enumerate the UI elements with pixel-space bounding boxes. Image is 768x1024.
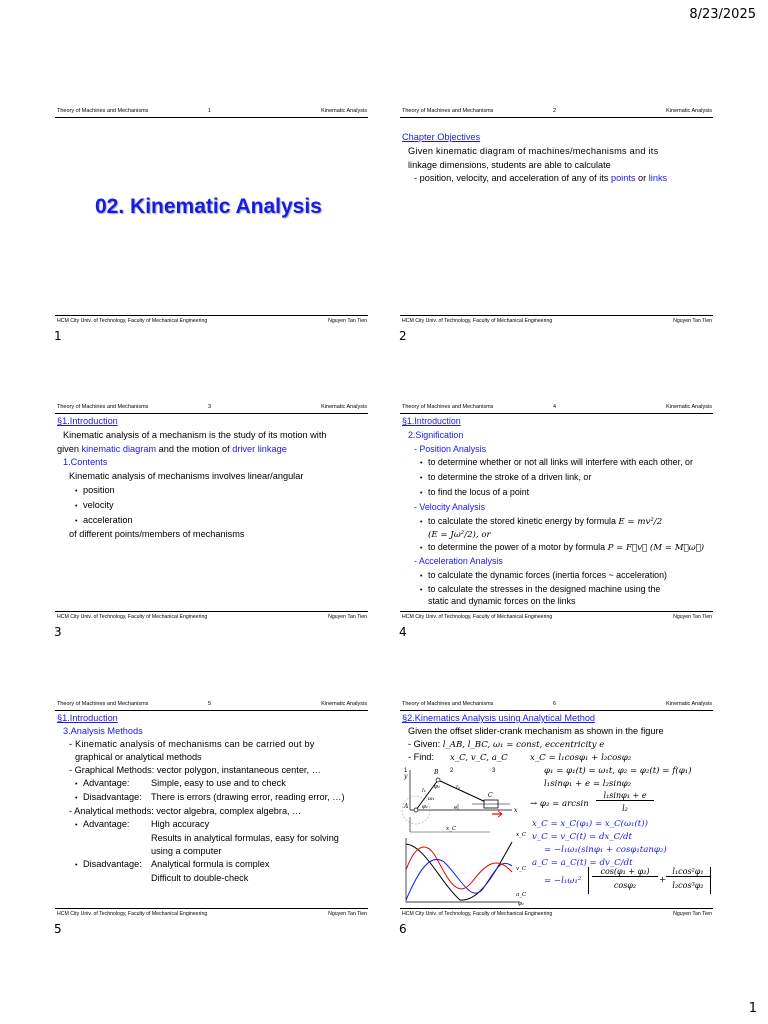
slide-1 bbox=[55, 107, 368, 327]
list-item-continued: static and dynamic forces on the links bbox=[428, 595, 576, 606]
label-C: C bbox=[488, 792, 493, 799]
find-formula: x_C, v_C, a_C bbox=[450, 753, 508, 763]
list-item bbox=[75, 791, 368, 805]
driver-linkage-text: driver linkage bbox=[232, 443, 287, 454]
slide-number-6: 6 bbox=[399, 922, 407, 936]
analysis-methods-heading: 3.Analysis Methods bbox=[63, 726, 143, 736]
header-topic: Kinematic Analysis bbox=[666, 701, 712, 707]
contents-text: of different points/members of mechanisms bbox=[69, 529, 245, 540]
label-l2: l₂ bbox=[456, 785, 460, 791]
fraction-numerator: l₁cos²φ₁ bbox=[666, 867, 710, 877]
intro-text-part: given bbox=[57, 443, 82, 454]
slide-header bbox=[55, 107, 368, 118]
slide-header bbox=[55, 403, 368, 414]
fraction-denominator: l₂cos³φ₂ bbox=[672, 881, 704, 890]
slide-header bbox=[400, 403, 713, 414]
page-number: 1 bbox=[748, 1001, 757, 1016]
plus-sign: + bbox=[659, 875, 667, 885]
definition-continued: Results in analytical formulas, easy for solving bbox=[151, 833, 339, 843]
list-item bbox=[75, 818, 368, 832]
definition: Simple, easy to use and to check bbox=[151, 778, 286, 788]
footer-institution: HCM City Univ. of Technology, Faculty of Mechanical Engineering bbox=[57, 911, 208, 917]
section-heading: §1.Introduction bbox=[57, 416, 118, 426]
list-item bbox=[75, 777, 368, 791]
slide-2 bbox=[400, 107, 713, 327]
slide-footer bbox=[55, 315, 368, 325]
header-page-number: 5 bbox=[208, 701, 212, 707]
footer-institution: HCM City Univ. of Technology, Faculty of Mechanical Engineering bbox=[402, 614, 553, 620]
footer-author: Nguyen Tan Tien bbox=[673, 911, 712, 917]
label-vc: v_C bbox=[516, 866, 527, 872]
term: Disadvantage: bbox=[83, 792, 142, 802]
equation: φ₁ = φ₁(t) = ω₁t, φ₂ = φ₂(t) = f(φ₁) bbox=[544, 766, 692, 776]
signification-heading: 2.Signification bbox=[408, 429, 464, 440]
header-topic: Kinematic Analysis bbox=[321, 108, 367, 114]
methods-text: graphical or analytical methods bbox=[75, 752, 202, 762]
methods-text: - Kinematic analysis of mechanisms can be carried out by bbox=[69, 739, 315, 749]
objectives-heading: Chapter Objectives bbox=[402, 132, 481, 142]
label-link-2: 2 bbox=[450, 768, 454, 774]
header-page-number: 2 bbox=[553, 108, 557, 114]
header-topic: Kinematic Analysis bbox=[321, 404, 367, 410]
list-item: • acceleration bbox=[75, 514, 368, 529]
fraction-denominator: l₂ bbox=[622, 804, 628, 813]
header-course: Theory of Machines and Mechanisms bbox=[57, 108, 149, 114]
acceleration-analysis-heading: - Acceleration Analysis bbox=[414, 556, 503, 567]
bullet-text: or bbox=[635, 173, 649, 184]
contents-text: Kinematic analysis of mechanisms involves linear/angular bbox=[69, 471, 304, 482]
slide-header bbox=[400, 700, 713, 711]
joint-A bbox=[414, 808, 418, 812]
slider-crank-figure bbox=[400, 762, 530, 906]
label-phi2: φ₂ bbox=[434, 784, 441, 790]
term: Disadvantage: bbox=[83, 859, 142, 869]
label-phi1: φ₁ bbox=[422, 804, 429, 810]
list-item: • position bbox=[75, 484, 368, 499]
label-l1: l₁ bbox=[422, 788, 426, 794]
list-item bbox=[420, 515, 713, 529]
joint-B bbox=[436, 778, 440, 782]
analytical-methods-text: - Analytical methods: vector algebra, complex algebra, … bbox=[69, 806, 302, 816]
slide-number-5: 5 bbox=[54, 922, 62, 936]
intro-text-part: and the motion of bbox=[156, 443, 233, 454]
intro-text bbox=[57, 443, 368, 457]
definition: High accuracy bbox=[151, 819, 210, 829]
footer-author: Nguyen Tan Tien bbox=[328, 614, 367, 620]
header-course: Theory of Machines and Mechanisms bbox=[402, 108, 494, 114]
footer-author: Nguyen Tan Tien bbox=[673, 318, 712, 324]
problem-text: Given the offset slider-crank mechanism as shown in the figure bbox=[408, 726, 664, 736]
slide-5 bbox=[55, 700, 368, 920]
header-course: Theory of Machines and Mechanisms bbox=[402, 404, 494, 410]
equation: x_C = l₁cosφ₁ + l₂cosφ₂ bbox=[530, 753, 632, 763]
label-omega1: ω₁ bbox=[428, 796, 435, 802]
definition-continued: using a computer bbox=[151, 846, 222, 856]
label-A: A bbox=[404, 803, 409, 810]
links-link-text: links bbox=[648, 173, 668, 184]
header-course: Theory of Machines and Mechanisms bbox=[57, 701, 149, 707]
section-heading: §2.Kinematics Analysis using Analytical Method bbox=[402, 713, 596, 723]
label-link-1: 1 bbox=[404, 768, 408, 774]
footer-institution: HCM City Univ. of Technology, Faculty of Mechanical Engineering bbox=[402, 911, 553, 917]
given-formula: l_AB, l_BC, ω₁ = const, eccentricity e bbox=[442, 740, 605, 750]
equation: a_C = a_C(t) = dv_C/dt bbox=[532, 858, 633, 868]
definition: There is errors (drawing error, reading error, …) bbox=[151, 792, 345, 802]
slide-title: 02. Kinematic Analysis bbox=[95, 195, 322, 218]
header-topic: Kinematic Analysis bbox=[666, 108, 712, 114]
definition: Analytical formula is complex bbox=[151, 859, 270, 869]
label-e: e bbox=[454, 805, 458, 811]
definition-continued: Difficult to double-check bbox=[151, 873, 249, 883]
header-course: Theory of Machines and Mechanisms bbox=[57, 404, 149, 410]
contents-heading: 1.Contents bbox=[63, 457, 108, 468]
label-B: B bbox=[434, 769, 439, 776]
graphical-methods-text: - Graphical Methods: vector polygon, instantaneous center, … bbox=[69, 765, 321, 775]
header-page-number: 4 bbox=[553, 404, 557, 410]
intro-text: Kinematic analysis of a mechanism is the study of its motion with bbox=[63, 429, 327, 440]
header-page-number: 3 bbox=[208, 404, 212, 410]
given-label: - Given: bbox=[408, 739, 441, 749]
list-item bbox=[420, 541, 713, 556]
slide-number-3: 3 bbox=[54, 625, 62, 639]
slide-number-1: 1 bbox=[54, 329, 62, 343]
list-item: • velocity bbox=[75, 499, 368, 514]
header-page-number: 1 bbox=[208, 108, 212, 114]
points-link-text: points bbox=[610, 173, 636, 184]
equation: v_C = v_C(t) = dx_C/dt bbox=[532, 832, 633, 842]
slide-4 bbox=[400, 403, 713, 623]
footer-institution: HCM City Univ. of Technology, Faculty of Mechanical Engineering bbox=[402, 318, 553, 324]
list-item: • to find the locus of a point bbox=[420, 486, 713, 501]
fraction-numerator: cos(φ₁ + φ₂) bbox=[592, 867, 658, 877]
term: Advantage: bbox=[83, 819, 130, 829]
slide-number-2: 2 bbox=[399, 329, 407, 343]
objectives-bullet bbox=[414, 172, 713, 186]
list-item bbox=[75, 858, 368, 872]
list-item: • to calculate the stresses in the designed machine using the bbox=[420, 584, 713, 596]
header-page-number: 6 bbox=[553, 701, 557, 707]
velocity-analysis-heading: - Velocity Analysis bbox=[414, 501, 486, 512]
slide-body bbox=[55, 712, 368, 906]
term: Advantage: bbox=[83, 778, 130, 788]
slide-header bbox=[400, 107, 713, 118]
slide-6 bbox=[400, 700, 713, 920]
footer-institution: HCM City Univ. of Technology, Faculty of Mechanical Engineering bbox=[57, 318, 208, 324]
label-y: y bbox=[404, 773, 408, 780]
header-topic: Kinematic Analysis bbox=[666, 404, 712, 410]
label-phi1-axis: φ₁ bbox=[518, 901, 525, 906]
equation: → φ₂ = arcsin bbox=[530, 799, 589, 809]
footer-institution: HCM City Univ. of Technology, Faculty of Mechanical Engineering bbox=[57, 614, 208, 620]
slide-body bbox=[400, 415, 713, 609]
coupler-link bbox=[438, 780, 490, 804]
slide-number-4: 4 bbox=[399, 625, 407, 639]
slide-footer bbox=[400, 611, 713, 621]
equation: = −l₁ω₁² bbox=[544, 876, 582, 886]
label-x: x bbox=[514, 807, 518, 814]
equation: x_C = x_C(φ₁) = x_C(ω₁(t)) bbox=[532, 819, 648, 829]
list-item: • to determine the stroke of a driven link, or bbox=[420, 471, 713, 486]
formula: E = mv²/2 bbox=[618, 516, 663, 527]
slide-footer bbox=[400, 908, 713, 918]
slide-footer bbox=[55, 611, 368, 621]
objectives-text: linkage dimensions, students are able to calculate bbox=[408, 159, 611, 170]
equation: l₁sinφ₁ + e = l₂sinφ₂ bbox=[544, 779, 632, 789]
kinematic-diagram-text: kinematic diagram bbox=[81, 443, 157, 454]
label-link-3: 3 bbox=[492, 768, 496, 774]
slide-3 bbox=[55, 403, 368, 623]
list-item: • to determine whether or not all links will interfere with each other, or bbox=[420, 456, 713, 471]
slide-body bbox=[400, 131, 713, 313]
bracket-right bbox=[710, 867, 712, 894]
print-date: 8/23/2025 bbox=[689, 7, 756, 22]
position-analysis-heading: - Position Analysis bbox=[414, 443, 487, 454]
label-xc: x_C bbox=[516, 832, 527, 838]
list-item-text: to determine the power of a motor by formula bbox=[428, 541, 606, 552]
footer-author: Nguyen Tan Tien bbox=[673, 614, 712, 620]
formula: P = F⃗v⃗ (M = M⃗ω⃗) bbox=[607, 542, 705, 553]
slide-footer bbox=[55, 908, 368, 918]
slide-header bbox=[55, 700, 368, 711]
label-xc-dimension: x_C bbox=[446, 826, 457, 832]
label-ac: a_C bbox=[516, 892, 527, 898]
fraction-numerator: l₁sinφ₁ + e bbox=[596, 791, 654, 801]
slide-body bbox=[55, 415, 368, 609]
list-item-text: to calculate the stored kinetic energy by formula bbox=[428, 515, 616, 526]
xc-curve bbox=[406, 842, 512, 900]
formula: (E = Jω²/2), or bbox=[428, 529, 491, 540]
find-label: - Find: bbox=[408, 752, 435, 762]
equation: = −l₁ω₁(sinφ₁ + cosφ₁tanφ₂) bbox=[544, 845, 667, 855]
given-line bbox=[408, 738, 713, 752]
header-topic: Kinematic Analysis bbox=[321, 701, 367, 707]
section-heading: §1.Introduction bbox=[57, 713, 118, 723]
vc-curve bbox=[406, 859, 512, 900]
section-heading: §1.Introduction bbox=[402, 416, 461, 426]
header-course: Theory of Machines and Mechanisms bbox=[402, 701, 494, 707]
fraction-denominator: cosφ₂ bbox=[613, 881, 637, 890]
bullet-text: - position, velocity, and acceleration of any of its bbox=[414, 173, 611, 184]
bracket-left bbox=[588, 867, 590, 894]
slide-footer bbox=[400, 315, 713, 325]
objectives-text: Given kinematic diagram of machines/mechanisms and its bbox=[408, 145, 659, 156]
footer-author: Nguyen Tan Tien bbox=[328, 318, 367, 324]
footer-author: Nguyen Tan Tien bbox=[328, 911, 367, 917]
list-item: • to calculate the dynamic forces (inertia forces ~ acceleration) bbox=[420, 569, 713, 584]
